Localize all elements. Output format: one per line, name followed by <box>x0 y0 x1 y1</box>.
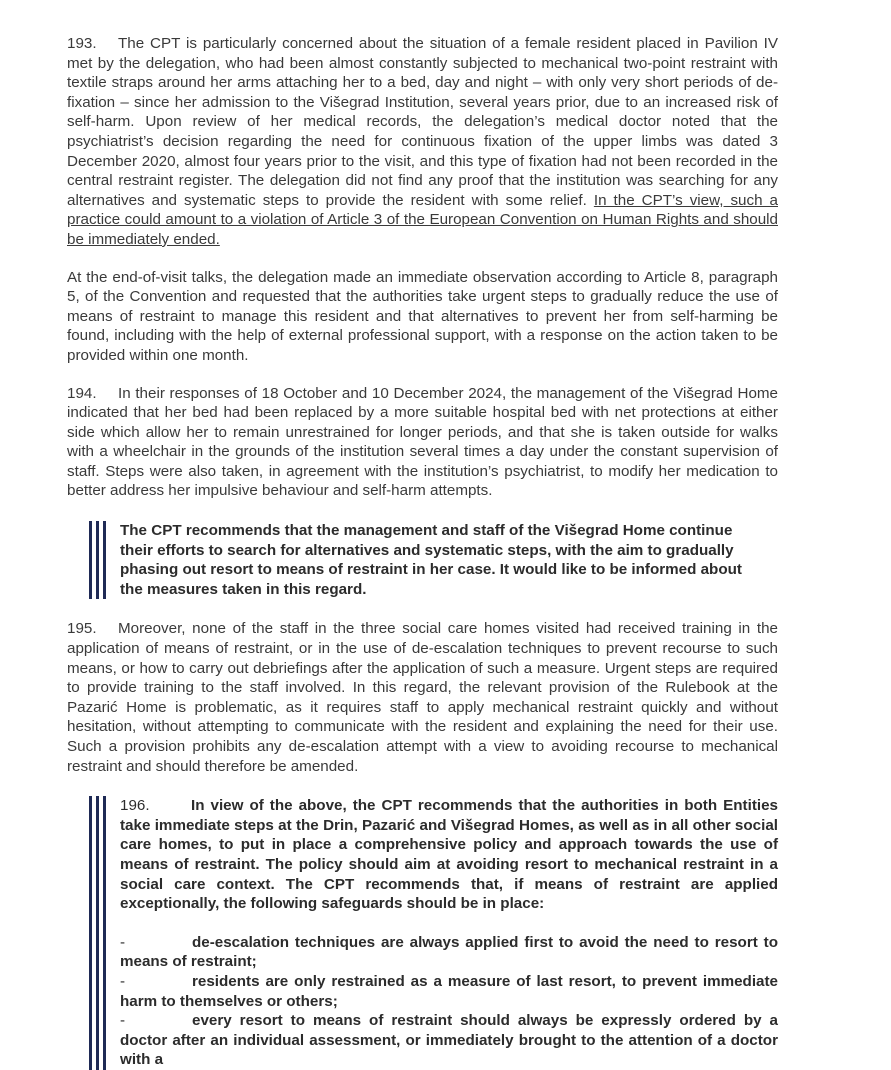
safeguard-text: de-escalation techniques are always applied first to avoid the need to resort to means of restraint; <box>120 933 778 971</box>
recommendation-marker-bars <box>89 521 106 599</box>
paragraph-195 <box>67 619 778 776</box>
paragraph-number: 193. <box>67 35 97 52</box>
underlined-finding: In the CPT’s view, such a practice could amount to a violation of Article 3 of the European Convention on Human Rights and should be immediately ended. <box>67 191 778 248</box>
recommendation-block <box>67 521 778 599</box>
paragraph-number: 195. <box>67 620 97 638</box>
recommendation-line: their efforts to search for alternatives and systematic steps, with the aim to gradually <box>120 541 734 559</box>
recommendation-marker-bars <box>89 796 106 1070</box>
safeguard-item <box>120 972 778 1011</box>
list-dash: - <box>120 933 126 951</box>
paragraph-text: The CPT is particularly concerned about the situation of a female resident placed in Pavilion IV met by the delegation, who had been almost constantly subjected to mechanical two-point restraint with textile straps around her arms attaching her to a bed, day and night – with only very short periods of de-fixation – since her admission to the Višegrad Institution, several years prior, due to an increased risk of self-harm. Upon review of her medical records, the delegation’s medical doctor noted that the psychiatrist’s decision regarding the need for continuous fixation of the upper limbs was dated 3 December 2020, almost four years prior to the visit, and this type of fixation had not been recorded in the central restraint register. The delegation did not find any proof that the institution was searching for any alternatives and systematic steps to provide the resident with some relief. <box>67 35 778 209</box>
recommendation-line: the measures taken in this regard. <box>120 580 367 598</box>
paragraph-196 <box>120 796 778 914</box>
paragraph-193 <box>67 34 778 250</box>
paragraph-end-of-visit: At the end-of-visit talks, the delegation made an immediate observation according to Article 8, paragraph 5, of the Convention and requested that the authorities take urgent steps to gradually reduce the use of means of restraint to manage this resident and that alternatives to prevent her from self-harming be found, including with the help of external professional support, with a response on the action taken to be provided within one month. <box>67 268 778 364</box>
recommendation-block-196 <box>67 796 778 1070</box>
list-dash: - <box>120 1012 126 1030</box>
recommendation-line: phasing out resort to means of restraint in her case. It would like to be informed about <box>120 561 742 579</box>
recommendation-line: The CPT recommends that the management and staff of the Višegrad Home continue <box>120 522 733 540</box>
paragraph-number: 196. <box>120 797 150 815</box>
safeguard-item <box>120 1011 778 1070</box>
safeguard-item <box>120 933 778 972</box>
paragraph-194 <box>67 384 778 502</box>
paragraph-text: In their responses of 18 October and 10 December 2024, the management of the Višegrad Home indicated that her bed had been replaced by a more suitable hospital bed with net protections at either side which allow her to remain unrestrained for longer periods, and that she is taken outside for walks with a wheelchair in the grounds of the institution several times a day under the constant supervision of staff. Steps were also taken, in agreement with the institution’s psychiatrist, to modify her medication to better address her impulsive behaviour and self-harm attempts. <box>67 384 778 500</box>
paragraph-text: In view of the above, the CPT recommends that the authorities in both Entities take immediate steps at the Drin, Pazarić and Višegrad Homes, as well as in all other social care homes, to put in place a comprehensive policy and approach towards the use of means of restraint. The policy should aim at avoiding resort to mechanical restraint in a social care context. The CPT recommends that, if means of restraint are applied exceptionally, the following safeguards should be in place: <box>120 797 778 913</box>
list-dash: - <box>120 972 126 990</box>
safeguard-text: every resort to means of restraint should always be expressly ordered by a doctor after an individual assessment, or immediately brought to the attention of a doctor with a <box>120 1012 778 1069</box>
safeguard-text: residents are only restrained as a measure of last resort, to prevent immediate harm to themselves or others; <box>120 972 778 1010</box>
paragraph-text: Moreover, none of the staff in the three social care homes visited had received training in the application of means of restraint, or in the use of de-escalation techniques to prevent recourse to such means, or how to carry out debriefings after the application of such a measure. Urgent steps are required to provide training to the staff involved. In this regard, the relevant provision of the Rulebook at the Pazarić Home is problematic, as it requires staff to apply mechanical restraint quickly and without hesitation, without attempting to communicate with the resident and explaining the need for their use. Such a provision prohibits any de-escalation attempt with a view to avoiding recourse to mechanical restraint and should therefore be amended. <box>67 620 778 775</box>
document-page <box>67 34 778 1070</box>
paragraph-number: 194. <box>67 384 97 402</box>
